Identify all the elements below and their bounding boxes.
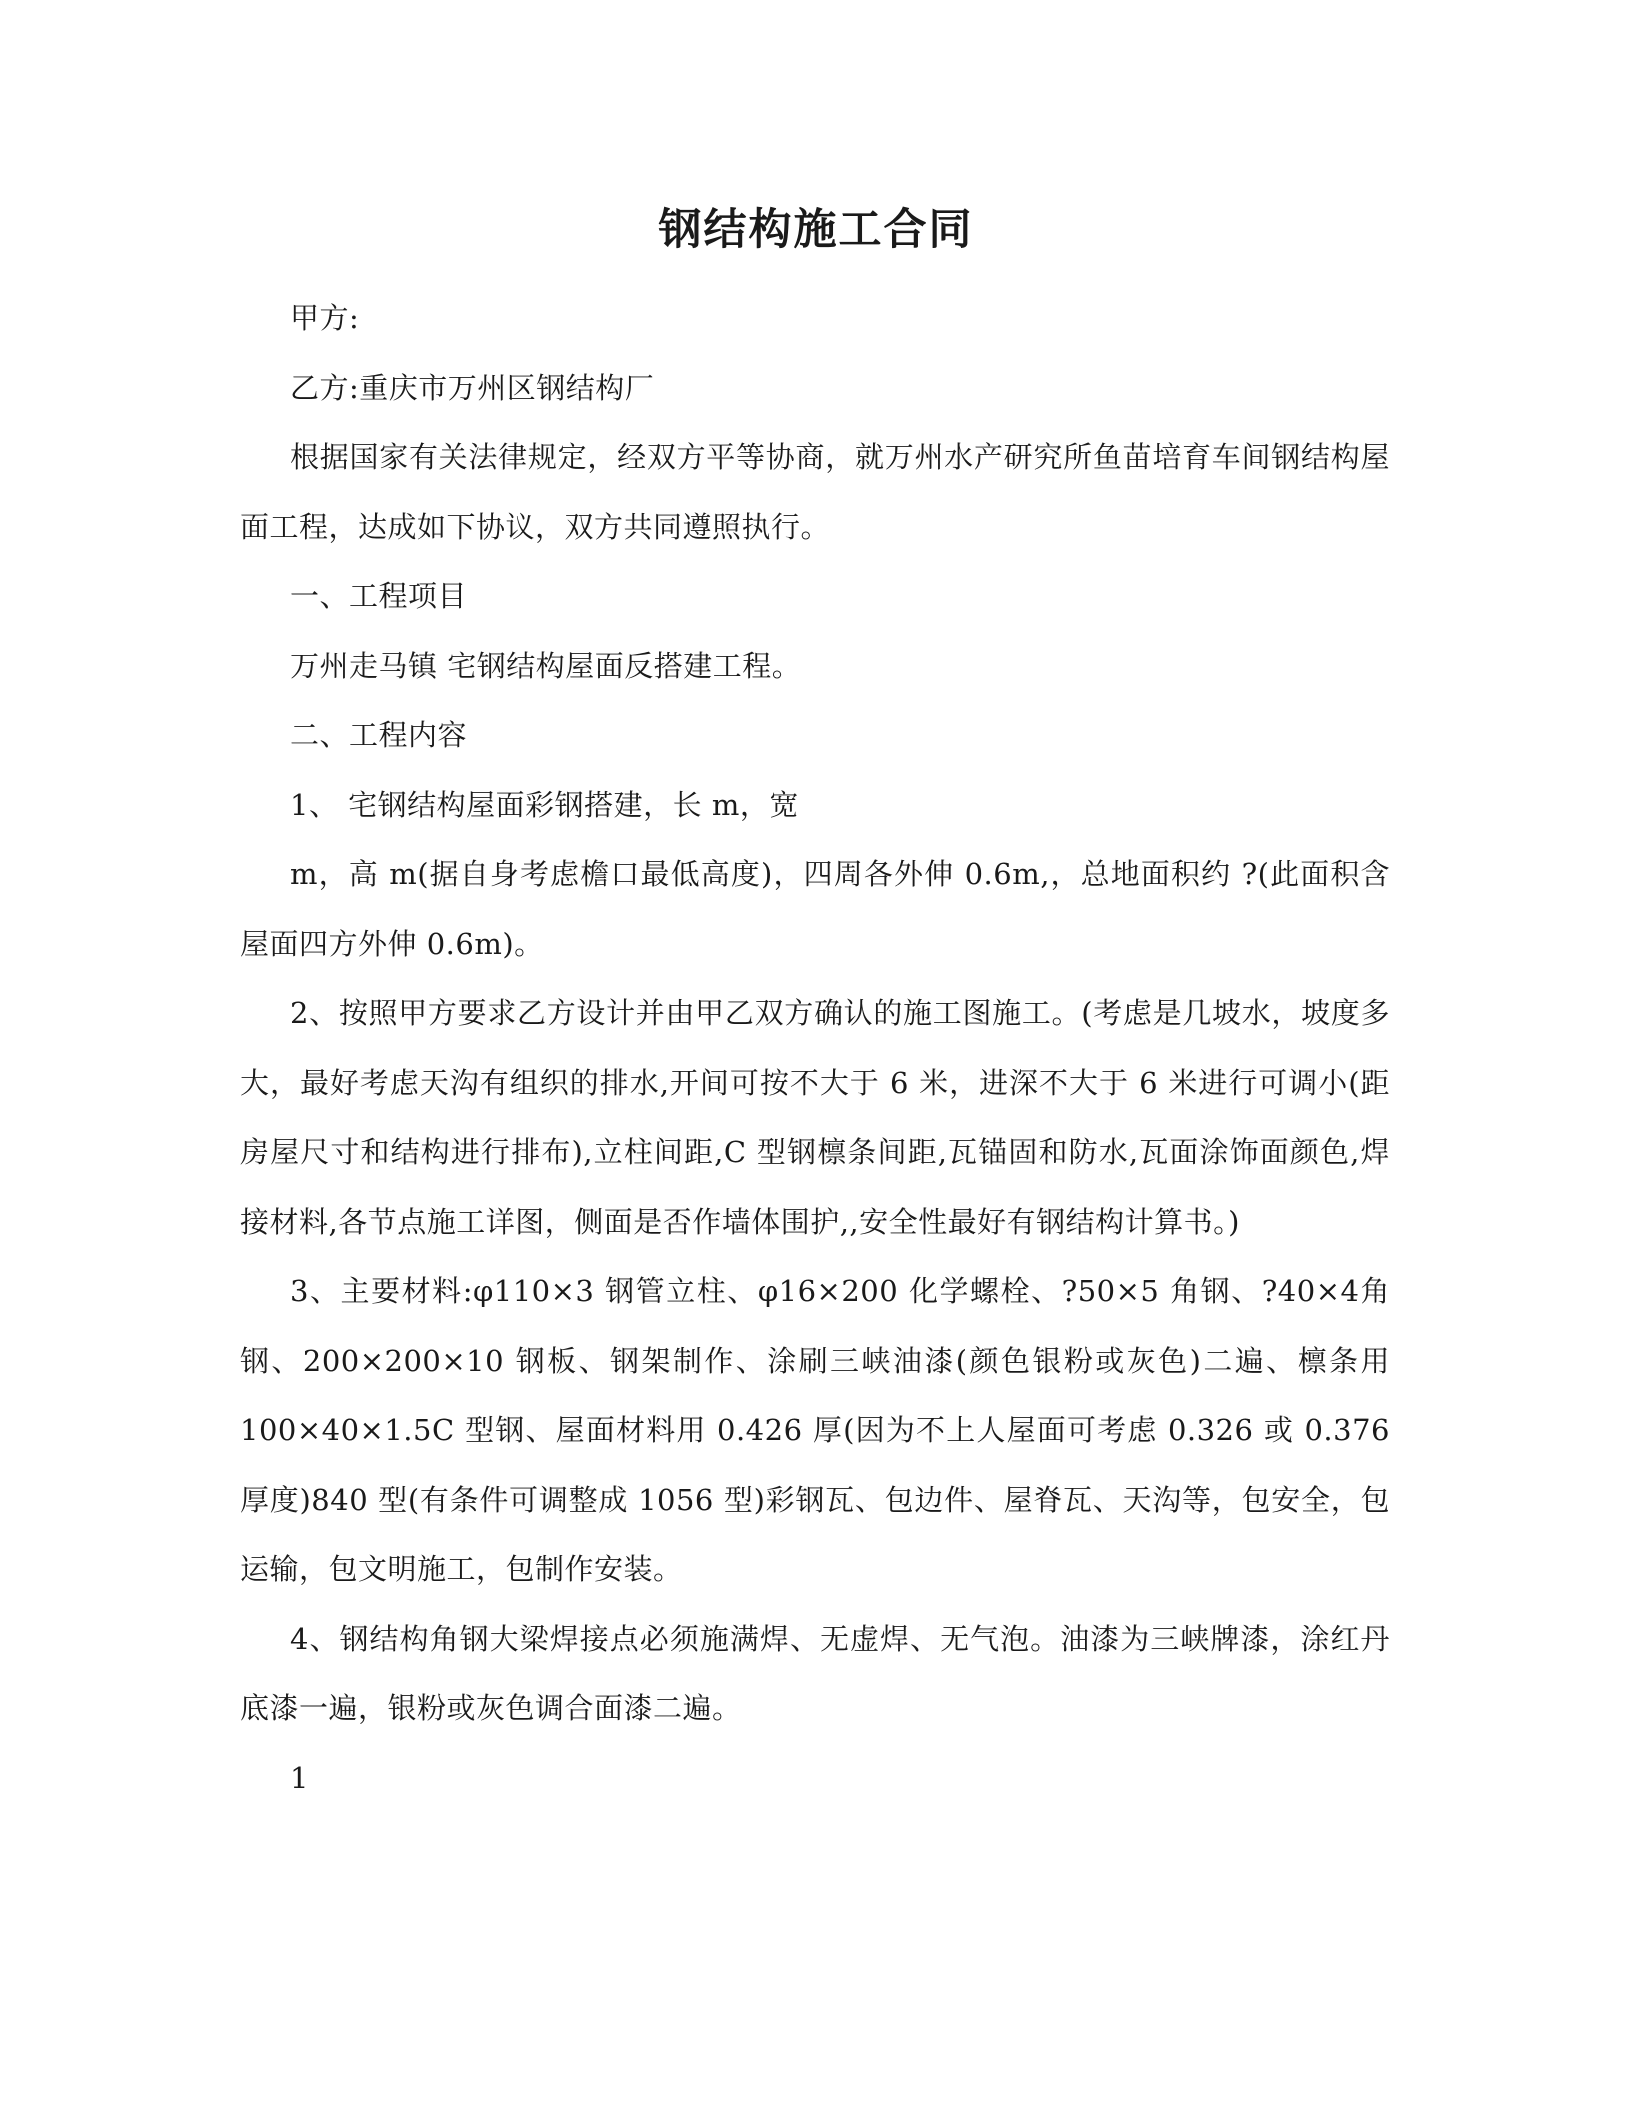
party-a-line: 甲方:	[290, 301, 360, 335]
party-b-line: 乙方:重庆市万州区钢结构厂	[290, 370, 655, 405]
clause-4: 4、钢结构角钢大梁焊接点必须施满焊、无虚焊、无气泡。油漆为三峡牌漆，涂红丹底漆一遍，银粉或灰色调合面漆二遍。	[240, 1621, 1390, 1725]
clause-2: 2、按照甲方要求乙方设计并由甲乙双方确认的施工图施工。(考虑是几坡水，坡度多大，最好考虑天沟有组织的排水,开间可按不大于 6 米，进深不大于 6 米进行可调小(距房屋尺寸和结构进行排布),立柱间距,C 型钢檩条间距,瓦锚固和防水,瓦面涂饰面颜色,焊接材料,各节点施工详图，侧面是否作墙体围护,,安全性最好有钢结构计算书。)	[240, 996, 1390, 1239]
document-body	[240, 284, 1390, 1813]
project-description: 万州走马镇 宅钢结构屋面反搭建工程。	[290, 648, 802, 683]
page-number: 1	[290, 1760, 309, 1795]
section-heading-content: 二、工程内容	[290, 718, 468, 752]
preamble-paragraph: 根据国家有关法律规定，经双方平等协商，就万州水产研究所鱼苗培育车间钢结构屋面工程，达成如下协议，双方共同遵照执行。	[240, 440, 1390, 544]
clause-1-line-2: m，高 m(据自身考虑檐口最低高度)，四周各外伸 0.6m,，总地面积约 ?(此面积含屋面四方外伸 0.6m)。	[240, 857, 1390, 961]
document-title: 钢结构施工合同	[658, 205, 974, 255]
clause-1-line-1: 1、 宅钢结构屋面彩钢搭建，长 m，宽	[290, 787, 799, 822]
clause-3: 3、主要材料:φ110×3 钢管立柱、φ16×200 化学螺栓、?50×5 角钢、?40×4角钢、200×200×10 钢板、钢架制作、涂刷三峡油漆(颜色银粉或灰色)二遍、檩条用 100×40×1.5C 型钢、屋面材料用 0.426 厚(因为不上人屋面可考虑 0.326 或 0.376 厚度)840 型(有条件可调整成 1056 型)彩钢瓦、包边件、屋脊瓦、天沟等，包安全，包运输，包文明施工，包制作安装。	[240, 1274, 1390, 1586]
section-heading-project: 一、工程项目	[290, 579, 468, 613]
